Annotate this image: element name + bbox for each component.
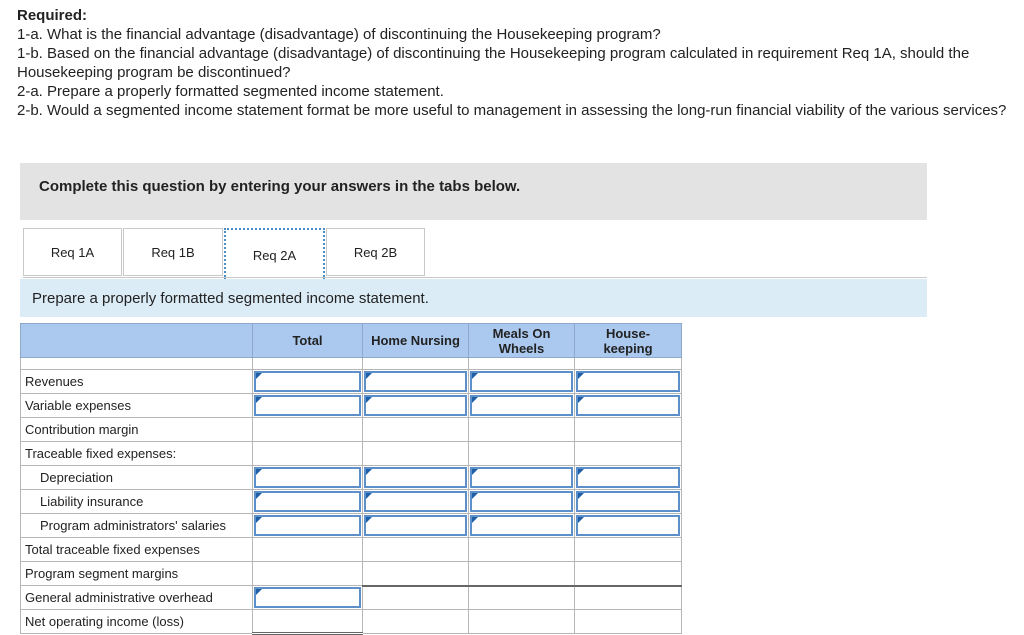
cell [363, 610, 469, 634]
cell [575, 586, 682, 610]
cell [363, 538, 469, 562]
table-row [21, 610, 682, 634]
variable-expenses-total-input[interactable] [253, 394, 363, 418]
liability-insurance-meals-input[interactable] [469, 490, 575, 514]
liability-insurance-total-input[interactable] [253, 490, 363, 514]
tab-req-2a[interactable]: Req 2A [224, 228, 325, 280]
segmented-income-statement [20, 323, 682, 635]
contribution-margin-housekeeping [575, 418, 682, 442]
tab-req-1b[interactable]: Req 1B [123, 228, 223, 276]
table-row [21, 442, 682, 466]
requirement-2b: 2-b. Would a segmented income statement format be more useful to management in assessing the long-run financial viability of the various services? [17, 102, 1007, 119]
requirement-1a: 1-a. What is the financial advantage (disadvantage) of discontinuing the Housekeeping program? [17, 26, 661, 43]
tab-instruction [20, 279, 927, 317]
revenues-housekeeping-input[interactable] [575, 370, 682, 394]
admin-salaries-total-input[interactable] [253, 514, 363, 538]
liability-insurance-home-nursing-input[interactable] [363, 490, 469, 514]
required-title: Required: [17, 7, 88, 24]
cell [253, 538, 363, 562]
cell [469, 562, 575, 586]
revenues-meals-input[interactable] [469, 370, 575, 394]
variable-expenses-home-nursing-input[interactable] [363, 394, 469, 418]
cell [363, 562, 469, 586]
admin-salaries-meals-input[interactable] [469, 514, 575, 538]
depreciation-meals-input[interactable] [469, 466, 575, 490]
cell [469, 538, 575, 562]
label-header [21, 324, 253, 358]
cell [469, 586, 575, 610]
row-label: Variable expenses [21, 394, 253, 418]
row-label: Revenues [21, 370, 253, 394]
tab-divider [23, 277, 927, 278]
tab-req-1a[interactable]: Req 1A [23, 228, 122, 276]
depreciation-total-input[interactable] [253, 466, 363, 490]
contribution-margin-total [253, 418, 363, 442]
table-row [21, 490, 682, 514]
depreciation-housekeeping-input[interactable] [575, 466, 682, 490]
header-housekeeping: House- keeping [575, 324, 682, 358]
revenues-home-nursing-input[interactable] [363, 370, 469, 394]
table-row [21, 586, 682, 610]
cell [469, 610, 575, 634]
variable-expenses-meals-input[interactable] [469, 394, 575, 418]
row-label: Program segment margins [21, 562, 253, 586]
tab-req-2b[interactable]: Req 2B [326, 228, 425, 276]
cell [363, 586, 469, 610]
spacer-row [21, 358, 682, 370]
cell [363, 442, 469, 466]
requirement-1b: 1-b. Based on the financial advantage (disadvantage) of discontinuing the Housekeeping program calculated in requirement Req 1A, should the Housekeeping program be discontinued? [17, 45, 970, 81]
general-overhead-total-input[interactable] [253, 586, 363, 610]
row-label: General administrative overhead [21, 586, 253, 610]
table-row [21, 394, 682, 418]
requirement-2a: 2-a. Prepare a properly formatted segmented income statement. [17, 83, 444, 100]
admin-salaries-home-nursing-input[interactable] [363, 514, 469, 538]
net-operating-income-total [253, 610, 363, 634]
cell [575, 562, 682, 586]
contribution-margin-meals [469, 418, 575, 442]
admin-salaries-housekeeping-input[interactable] [575, 514, 682, 538]
row-label: Liability insurance [21, 490, 253, 514]
row-label: Contribution margin [21, 418, 253, 442]
header-meals-on-wheels: Meals On Wheels [469, 324, 575, 358]
row-label: Depreciation [21, 466, 253, 490]
header-home-nursing: Home Nursing [363, 324, 469, 358]
table-row [21, 562, 682, 586]
row-label: Net operating income (loss) [21, 610, 253, 634]
cell [575, 538, 682, 562]
cell [253, 442, 363, 466]
instruction-banner [20, 163, 927, 220]
row-label: Traceable fixed expenses: [21, 442, 253, 466]
table-row [21, 538, 682, 562]
cell [575, 610, 682, 634]
cell [575, 442, 682, 466]
cell [253, 562, 363, 586]
table-row [21, 514, 682, 538]
tab-instruction-text: Prepare a properly formatted segmented income statement. [32, 290, 429, 307]
requirements [17, 6, 1007, 120]
table-row [21, 466, 682, 490]
cell [469, 442, 575, 466]
table-row [21, 418, 682, 442]
variable-expenses-housekeeping-input[interactable] [575, 394, 682, 418]
depreciation-home-nursing-input[interactable] [363, 466, 469, 490]
row-label: Program administrators' salaries [21, 514, 253, 538]
row-label: Total traceable fixed expenses [21, 538, 253, 562]
contribution-margin-home-nursing [363, 418, 469, 442]
banner-text: Complete this question by entering your answers in the tabs below. [39, 178, 521, 195]
table-row [21, 370, 682, 394]
header-row [21, 324, 682, 358]
revenues-total-input[interactable] [253, 370, 363, 394]
liability-insurance-housekeeping-input[interactable] [575, 490, 682, 514]
header-total: Total [253, 324, 363, 358]
